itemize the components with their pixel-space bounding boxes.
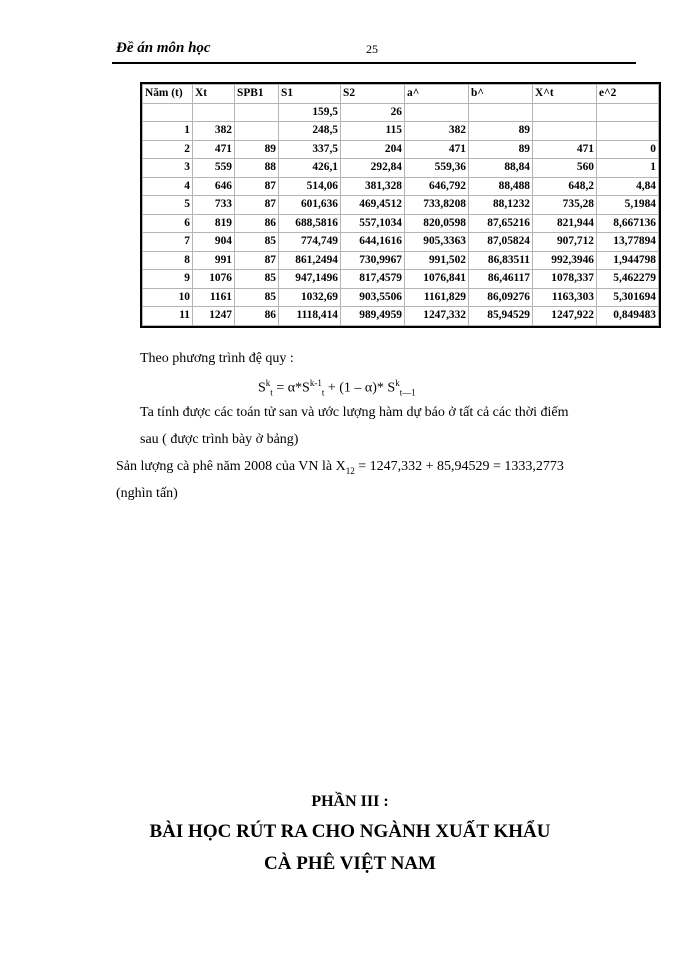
table-body bbox=[143, 103, 659, 325]
table-cell: 115 bbox=[341, 122, 405, 141]
table-cell: 87 bbox=[235, 251, 279, 270]
table-cell: 819 bbox=[193, 214, 235, 233]
table-cell: 774,749 bbox=[279, 233, 341, 252]
table-cell: 89 bbox=[469, 122, 533, 141]
formula-eq: = α*S bbox=[272, 380, 310, 396]
table-cell: 382 bbox=[405, 122, 469, 141]
table-row bbox=[143, 214, 659, 233]
table-cell: 820,0598 bbox=[405, 214, 469, 233]
table-cell: 5,301694 bbox=[597, 288, 659, 307]
table-cell: 1078,337 bbox=[533, 270, 597, 289]
table-cell: 88 bbox=[235, 159, 279, 178]
table-cell: 381,328 bbox=[341, 177, 405, 196]
table-cell: 904 bbox=[193, 233, 235, 252]
table-cell: 947,1496 bbox=[279, 270, 341, 289]
data-table bbox=[142, 84, 659, 326]
table-cell: 2 bbox=[143, 140, 193, 159]
table-cell: 8 bbox=[143, 251, 193, 270]
column-header: a^ bbox=[405, 85, 469, 104]
paragraph-output-2008 bbox=[116, 459, 564, 476]
paragraph-operators-cont: sau ( được trình bày ở bảng) bbox=[140, 432, 299, 447]
formula-sup: k bbox=[395, 378, 400, 388]
table-cell: 648,2 bbox=[533, 177, 597, 196]
column-header: X^t bbox=[533, 85, 597, 104]
column-header: SPB1 bbox=[235, 85, 279, 104]
table-cell: 730,9967 bbox=[341, 251, 405, 270]
table-cell: 86,83511 bbox=[469, 251, 533, 270]
table-cell bbox=[533, 122, 597, 141]
table-cell: 1032,69 bbox=[279, 288, 341, 307]
table-cell: 4 bbox=[143, 177, 193, 196]
table-cell: 426,1 bbox=[279, 159, 341, 178]
table-header-row bbox=[143, 85, 659, 104]
table-cell: 5 bbox=[143, 196, 193, 215]
header-title: Đề án môn học bbox=[116, 40, 211, 56]
table-cell bbox=[405, 103, 469, 122]
formula-s: S bbox=[258, 380, 266, 396]
table-cell: 292,84 bbox=[341, 159, 405, 178]
table-cell: 821,944 bbox=[533, 214, 597, 233]
table-cell: 87,05824 bbox=[469, 233, 533, 252]
section-title-line1: BÀI HỌC RÚT RA CHO NGÀNH XUẤT KHẨU bbox=[149, 821, 551, 842]
table-cell bbox=[533, 103, 597, 122]
table-row bbox=[143, 103, 659, 122]
table-cell: 991,502 bbox=[405, 251, 469, 270]
table-cell: 989,4959 bbox=[341, 307, 405, 326]
table-cell: 469,4512 bbox=[341, 196, 405, 215]
section-title-line2: CÀ PHÊ VIỆT NAM bbox=[264, 853, 436, 874]
table-cell bbox=[193, 103, 235, 122]
column-header: e^2 bbox=[597, 85, 659, 104]
formula-sub: t—1 bbox=[399, 387, 416, 398]
table-cell: 1163,303 bbox=[533, 288, 597, 307]
table-cell: 1,944798 bbox=[597, 251, 659, 270]
output-eq: = 1247,332 + 85,94529 = 1333,2773 bbox=[354, 459, 564, 474]
table-cell: 471 bbox=[405, 140, 469, 159]
table-cell: 0,849483 bbox=[597, 307, 659, 326]
table-row bbox=[143, 122, 659, 141]
table-cell: 9 bbox=[143, 270, 193, 289]
table-cell: 11 bbox=[143, 307, 193, 326]
table-cell: 733,8208 bbox=[405, 196, 469, 215]
table-cell: 86 bbox=[235, 214, 279, 233]
table-cell: 471 bbox=[533, 140, 597, 159]
table-row bbox=[143, 159, 659, 178]
table-cell: 5,1984 bbox=[597, 196, 659, 215]
table-cell: 337,5 bbox=[279, 140, 341, 159]
table-cell: 1076,841 bbox=[405, 270, 469, 289]
data-table-frame bbox=[140, 82, 661, 328]
output-var: X bbox=[335, 459, 346, 474]
table-cell: 1247 bbox=[193, 307, 235, 326]
section-part-heading: PHẦN III : bbox=[311, 793, 389, 810]
table-cell: 86,09276 bbox=[469, 288, 533, 307]
page-number: 25 bbox=[366, 42, 378, 56]
table-cell: 85,94529 bbox=[469, 307, 533, 326]
formula-sub: t bbox=[321, 387, 325, 398]
paragraph-operators: Ta tính được các toán tử san và ước lượng hàm dự báo ở tất cả các thời điểm bbox=[140, 405, 569, 420]
table-cell: 6 bbox=[143, 214, 193, 233]
table-row bbox=[143, 288, 659, 307]
table-cell: 646,792 bbox=[405, 177, 469, 196]
table-cell: 735,28 bbox=[533, 196, 597, 215]
table-row bbox=[143, 177, 659, 196]
column-header: Năm (t) bbox=[143, 85, 193, 104]
table-cell: 861,2494 bbox=[279, 251, 341, 270]
table-cell: 1161 bbox=[193, 288, 235, 307]
table-row bbox=[143, 140, 659, 159]
table-cell: 87 bbox=[235, 177, 279, 196]
formula-sup: k-1 bbox=[309, 378, 322, 388]
table-row bbox=[143, 270, 659, 289]
table-cell bbox=[235, 103, 279, 122]
table-cell: 26 bbox=[341, 103, 405, 122]
table-cell: 248,5 bbox=[279, 122, 341, 141]
table-cell: 85 bbox=[235, 288, 279, 307]
table-cell: 514,06 bbox=[279, 177, 341, 196]
table-cell: 3 bbox=[143, 159, 193, 178]
table-cell: 688,5816 bbox=[279, 214, 341, 233]
table-cell: 905,3363 bbox=[405, 233, 469, 252]
column-header: S1 bbox=[279, 85, 341, 104]
column-header: S2 bbox=[341, 85, 405, 104]
table-cell: 646 bbox=[193, 177, 235, 196]
table-cell: 559,36 bbox=[405, 159, 469, 178]
table-cell: 85 bbox=[235, 233, 279, 252]
formula-sub: t bbox=[270, 387, 273, 398]
table-cell bbox=[235, 122, 279, 141]
table-cell: 817,4579 bbox=[341, 270, 405, 289]
table-cell bbox=[597, 122, 659, 141]
table-cell: 1076 bbox=[193, 270, 235, 289]
paragraph-unit: (nghìn tấn) bbox=[116, 486, 178, 501]
paragraph-recursion-intro: Theo phương trình đệ quy : bbox=[140, 351, 294, 366]
table-cell: 87 bbox=[235, 196, 279, 215]
table-cell: 1247,332 bbox=[405, 307, 469, 326]
table-cell bbox=[597, 103, 659, 122]
table-cell: 89 bbox=[235, 140, 279, 159]
table-cell: 88,84 bbox=[469, 159, 533, 178]
table-row bbox=[143, 233, 659, 252]
table-cell: 903,5506 bbox=[341, 288, 405, 307]
table-cell: 8,667136 bbox=[597, 214, 659, 233]
table-cell: 4,84 bbox=[597, 177, 659, 196]
table-cell: 471 bbox=[193, 140, 235, 159]
table-cell: 991 bbox=[193, 251, 235, 270]
table-cell: 86 bbox=[235, 307, 279, 326]
table-cell: 1 bbox=[597, 159, 659, 178]
table-cell: 13,77894 bbox=[597, 233, 659, 252]
table-cell: 88,488 bbox=[469, 177, 533, 196]
column-header: Xt bbox=[193, 85, 235, 104]
table-cell bbox=[469, 103, 533, 122]
table-cell: 601,636 bbox=[279, 196, 341, 215]
output-text: Sản lượng cà phê năm 2008 của VN là bbox=[116, 459, 336, 474]
table-cell: 10 bbox=[143, 288, 193, 307]
table-cell: 204 bbox=[341, 140, 405, 159]
table-cell: 85 bbox=[235, 270, 279, 289]
table-cell bbox=[143, 103, 193, 122]
table-cell: 89 bbox=[469, 140, 533, 159]
table-cell: 560 bbox=[533, 159, 597, 178]
table-cell: 1161,829 bbox=[405, 288, 469, 307]
table-cell: 557,1034 bbox=[341, 214, 405, 233]
table-cell: 644,1616 bbox=[341, 233, 405, 252]
output-var-sub: 12 bbox=[345, 465, 355, 476]
table-row bbox=[143, 196, 659, 215]
table-cell: 0 bbox=[597, 140, 659, 159]
table-cell: 382 bbox=[193, 122, 235, 141]
table-cell: 907,712 bbox=[533, 233, 597, 252]
table-cell: 7 bbox=[143, 233, 193, 252]
formula-sup: k bbox=[265, 378, 271, 388]
table-cell: 1118,414 bbox=[279, 307, 341, 326]
table-cell: 87,65216 bbox=[469, 214, 533, 233]
table-row bbox=[143, 251, 659, 270]
column-header: b^ bbox=[469, 85, 533, 104]
table-cell: 88,1232 bbox=[469, 196, 533, 215]
header-rule bbox=[112, 62, 636, 64]
table-cell: 559 bbox=[193, 159, 235, 178]
table-cell: 86,46117 bbox=[469, 270, 533, 289]
table-cell: 5,462279 bbox=[597, 270, 659, 289]
table-cell: 992,3946 bbox=[533, 251, 597, 270]
recursion-formula bbox=[258, 378, 416, 397]
formula-mid: + (1 – α)* S bbox=[324, 380, 396, 396]
table-cell: 1 bbox=[143, 122, 193, 141]
table-cell: 733 bbox=[193, 196, 235, 215]
table-cell: 159,5 bbox=[279, 103, 341, 122]
table-cell: 1247,922 bbox=[533, 307, 597, 326]
table-row bbox=[143, 307, 659, 326]
